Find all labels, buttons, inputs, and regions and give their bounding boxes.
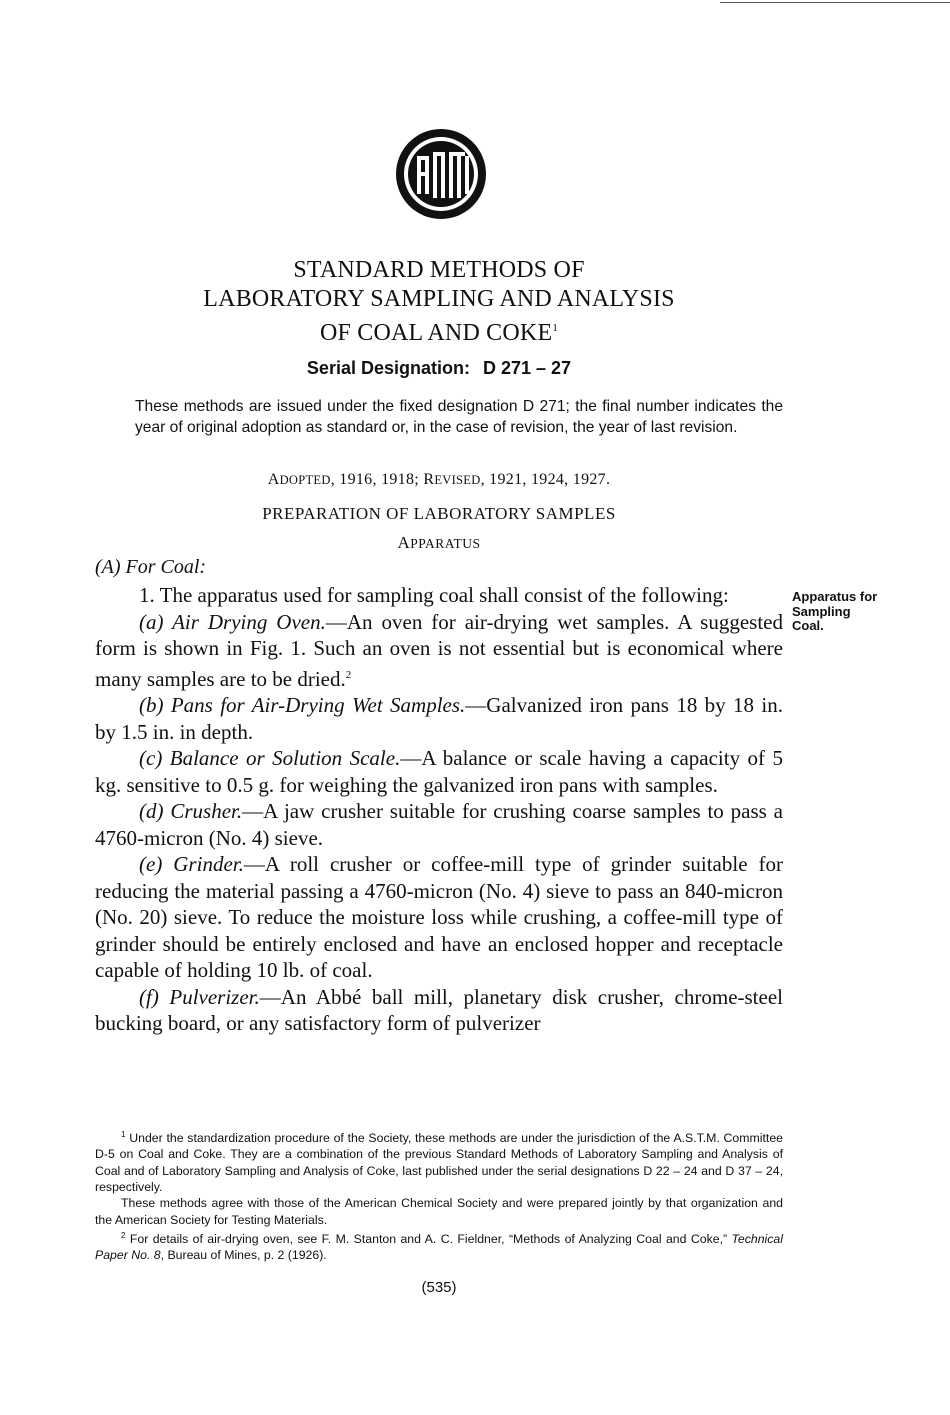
footnote-2-italic: Technical Paper No. 8	[95, 1231, 783, 1263]
top-rule	[720, 2, 950, 3]
item-a-note: 2	[345, 668, 352, 681]
footnotes	[95, 1127, 783, 1264]
document-title	[95, 256, 783, 348]
serial-value: D 271 – 27	[482, 358, 572, 378]
serial-designation	[95, 358, 783, 379]
item-c-label: (c) Balance or Solution Scale.	[139, 746, 401, 770]
item-e-text: —A roll crusher or coffee-mill type of grinder suitable for reducing the material passing a 4760-micron (No. 4) sieve to pass an 840-micron (No. 20) sieve. To reduce the moisture loss while crushing, a coffee-mill type of grinder should be entirely enclosed and have an enclosed hopper and receptacle capable of holding 10 lb. of coal.	[95, 852, 783, 982]
revised-initial: R	[423, 471, 435, 488]
body-text	[95, 582, 783, 1037]
paragraph-1: 1. The apparatus used for sampling coal shall consist of the following:	[139, 583, 729, 607]
footnote-2-mark: 2	[121, 1230, 126, 1240]
margin-note	[792, 590, 942, 634]
revised-years: , 1921, 1924, 1927.	[480, 471, 611, 488]
item-c-text: —A balance or scale having a capacity of 5 kg. sensitive to 0.5 g. for weighing the galvanized iron pans with samples.	[95, 746, 783, 797]
page-number: (535)	[421, 1279, 457, 1296]
title-footnote-mark: 1	[552, 322, 559, 334]
adopted-initial: A	[267, 471, 280, 488]
adoption-line	[95, 471, 783, 489]
margin-note-line-1: Apparatus for	[792, 589, 878, 604]
footnote-1-mark: 1	[121, 1130, 126, 1139]
section-heading: PREPARATION OF LABORATORY SAMPLES	[262, 504, 616, 523]
item-b	[95, 692, 783, 745]
intro-paragraph: These methods are issued under the fixed designation D 271; the final number indicates the year of original adoption as standard or, in the case of revision, the year of last revision.	[135, 398, 783, 436]
title-line-3	[95, 314, 783, 348]
item-a-label: (a) Air Drying Oven.	[139, 609, 326, 634]
item-a-text: —An oven for air-drying wet samples. A suggested form is shown in Fig. 1. Such an oven is not essential but is economical where many samples are to be dried.	[95, 609, 783, 691]
footnote-1b: These methods agree with those of the American Chemical Society and were prepared jointly by that organization and the American Society for Testing Materials.	[95, 1196, 783, 1227]
svg-text:ASTM: ASTM	[441, 178, 444, 179]
item-d-text: —A jaw crusher suitable for crushing coarse samples to pass a 4760-micron (No. 4) sieve.	[95, 799, 783, 850]
adopted-years: , 1916, 1918;	[330, 471, 424, 488]
revised-word: EVISED	[434, 473, 481, 487]
footnote-1	[95, 1127, 783, 1195]
sub-heading-rest: PPARATUS	[410, 536, 481, 551]
adopted-word: DOPTED	[279, 473, 331, 487]
item-f-text: —An Abbé ball mill, planetary disk crusher, chrome-steel bucking board, or any satisfactory form of pulverizer	[95, 984, 783, 1035]
item-c	[95, 745, 783, 798]
footnote-2-pre: For details of air-drying oven, see F. M. Stanton and A. C. Fieldner, “Methods of Analyzing Coal and Coke,”	[129, 1231, 732, 1246]
title-line-3-text: OF COAL AND COKE	[319, 320, 553, 346]
item-e	[95, 851, 783, 984]
footnote-2	[95, 1228, 783, 1264]
sub-heading-initial: A	[397, 533, 411, 552]
serial-label: Serial Designation:	[306, 358, 470, 378]
item-b-text: —Galvanized iron pans 18 by 18 in. by 1.5 in. in depth.	[95, 693, 783, 744]
item-b-label: (b) Pans for Air-Drying Wet Samples.	[139, 693, 466, 717]
for-coal-heading: (A) For Coal:	[95, 556, 207, 578]
margin-note-line-3: Coal.	[792, 618, 824, 633]
item-d-label: (d) Crusher.	[139, 799, 243, 823]
astm-logo-icon	[395, 128, 487, 220]
margin-note-line-2: Sampling	[792, 603, 851, 619]
item-f	[95, 984, 783, 1037]
item-d	[95, 798, 783, 851]
title-line-2: LABORATORY SAMPLING AND ANALYSIS	[203, 286, 675, 312]
item-f-label: (f) Pulverizer.	[139, 984, 260, 1009]
title-line-1: STANDARD METHODS OF	[293, 257, 585, 283]
item-e-label: (e) Grinder.	[139, 852, 244, 876]
footnote-1-text: Under the standardization procedure of the Society, these methods are under the jurisdiction of the A.S.T.M. Committee D-5 on Coal and Coke. They are a combination of the previous Standard Methods of Laboratory Sampling and Analysis of Coal and of Laboratory Sampling and Analysis of Coke, last published under the serial designations D 22 – 24 and D 37 – 24, respectively.	[95, 1131, 783, 1194]
item-a	[95, 609, 783, 693]
footnote-2-post: , Bureau of Mines, p. 2 (1926).	[160, 1248, 327, 1263]
sub-heading	[95, 533, 783, 553]
